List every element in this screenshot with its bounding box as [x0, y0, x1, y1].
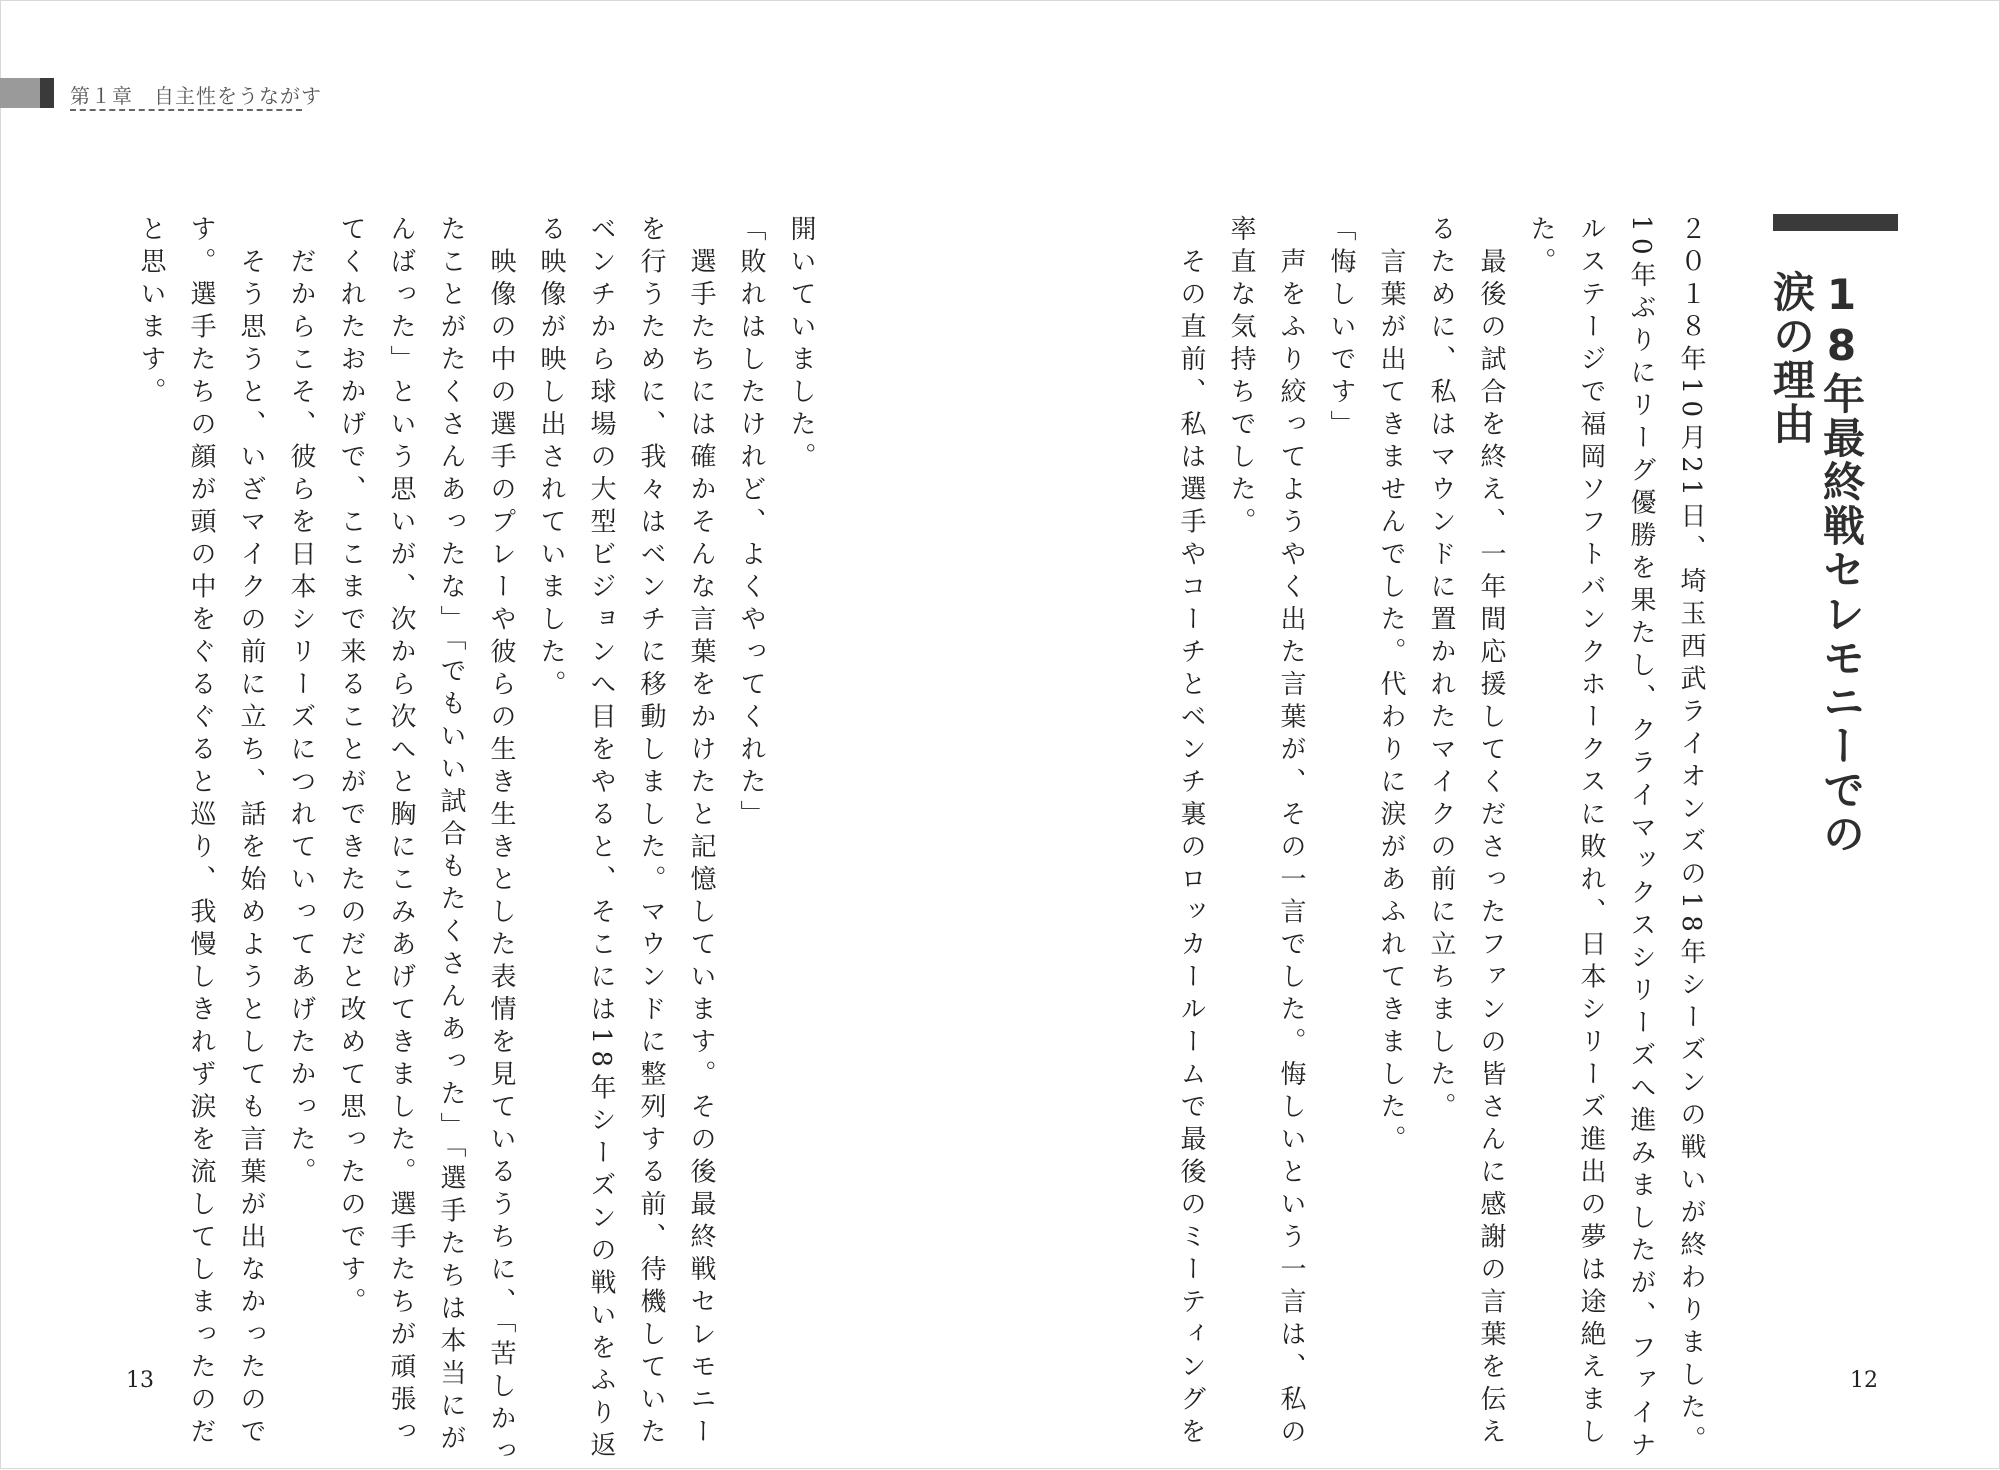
- body-column: 「悔しいです」: [1326, 215, 1356, 443]
- body-column: 10年ぶりにリーグ優勝を果たし、クライマックスシリーズへ進みましたが、ファイナ: [1626, 215, 1656, 1464]
- body-column: 「敗れはしたけれど、よくやってくれた」: [736, 215, 766, 833]
- body-column: た。: [1526, 215, 1556, 280]
- body-column: ベンチから球場の大型ビジョンへ目をやると、そこには18年シーズンの戦いをふり返: [586, 215, 616, 1464]
- page-number-right: 12: [1850, 1368, 1878, 1393]
- section-title-line-2: 涙の理由: [1767, 270, 1816, 446]
- body-column: そう思うと、いざマイクの前に立ち、話を始めようとしても言葉が出なかったので: [236, 215, 266, 1450]
- body-column: るために、私はマウンドに置かれたマイクの前に立ちました。: [1426, 215, 1456, 1125]
- body-column: 言葉が出てきませんでした。代わりに涙があふれてきました。: [1376, 215, 1406, 1158]
- section-title-line-1: 18年最終戦セレモニーでの: [1817, 270, 1866, 856]
- body-column: てくれたおかげで、ここまで来ることができたのだと改めて思ったのです。: [336, 215, 366, 1320]
- running-head-dashed-rule: [70, 109, 302, 111]
- body-column: ルステージで福岡ソフトバンクホークスに敗れ、日本シリーズ進出の夢は途絶えまし: [1576, 215, 1606, 1450]
- body-column: だからこそ、彼らを日本シリーズにつれていってあげたかった。: [286, 215, 316, 1190]
- body-column: る映像が映し出されていました。: [536, 215, 566, 703]
- body-column: す。選手たちの顔が頭の中をぐるぐると巡り、我慢しきれず涙を流してしまったのだ: [186, 215, 216, 1450]
- section-title-bar: [1773, 214, 1898, 231]
- body-column: その直前、私は選手やコーチとベンチ裏のロッカールームで最後のミーティングを: [1176, 215, 1206, 1450]
- body-column: 声をふり絞ってようやく出た言葉が、その一言でした。悔しいという一言は、私の: [1276, 215, 1306, 1450]
- body-column: んばった」という思いが、次から次へと胸にこみあげてきました。選手たちが頑張っ: [386, 215, 416, 1450]
- body-column: 率直な気持ちでした。: [1226, 215, 1256, 540]
- page-number-left: 13: [126, 1368, 154, 1393]
- chapter-tab-dark: [40, 78, 54, 108]
- body-column: ２０１８年10月21日、埼玉西武ライオンズの18年シーズンの戦いが終わりました。: [1676, 215, 1706, 1459]
- running-head: 第１章 自主性をうながす: [70, 84, 322, 108]
- body-column: 選手たちには確かそんな言葉をかけたと記憶しています。その後最終戦セレモニー: [686, 215, 716, 1450]
- body-column: 映像の中の選手のプレーや彼らの生き生きとした表情を見ているうちに、「苦しかっ: [486, 215, 516, 1470]
- body-column: を行うために、我々はベンチに移動しました。マウンドに整列する前、待機していた: [636, 215, 666, 1450]
- chapter-tab-light: [0, 78, 40, 108]
- body-column: 開いていました。: [786, 215, 816, 475]
- body-column: たことがたくさんあったな」「でもいい試合もたくさんあった」「選手たちは本当にが: [436, 215, 466, 1457]
- body-column: 最後の試合を終え、一年間応援してくださったファンの皆さんに感謝の言葉を伝え: [1476, 215, 1506, 1450]
- body-column: と思います。: [136, 215, 166, 410]
